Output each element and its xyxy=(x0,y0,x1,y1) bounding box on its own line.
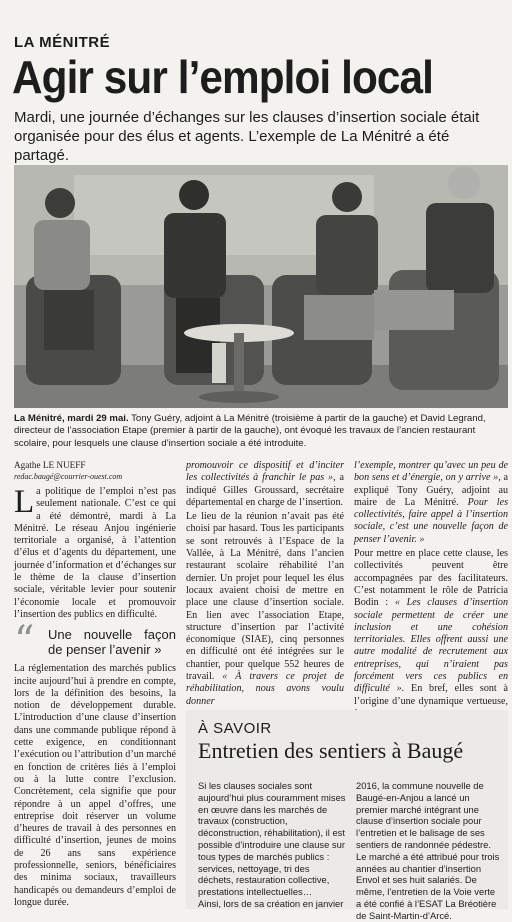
photo-illustration xyxy=(14,165,508,408)
caption-text: Tony Guéry, adjoint à La Ménitré (troisième à partir de la gauche) et David Legrand, directeur de l’association Etape (premier à partir de la gauche), ont évoqué les travaux de l’ancien restaurant scolaire, pour lesquels une clause d’insertion sociale a été introduite. xyxy=(14,413,486,449)
quote-text: Pour les collectivités, faire appel à l’insertion sociale, c’est une nouvelle façon de penser l’avenir. » xyxy=(354,496,508,545)
quote-text: « À travers ce projet de réhabilitation, nous avons voulu donner xyxy=(186,671,344,707)
article-column-2 xyxy=(186,460,344,710)
pull-quote xyxy=(14,618,176,665)
box-column-1: Si les clauses sociales sont aujourd’hui plus couramment mises en œuvre dans les marchés de travaux (construction, déconstruction, réhabilitation), il est possible d’introduire une clause sur tous types de marchés publics : services, nettoyage, tri des déchets, restauration collective, prestations intellectuelles… Ainsi, lors de sa création en janvier xyxy=(198,780,346,909)
quote-mark-icon: “ xyxy=(14,618,35,665)
body-paragraph: promouvoir ce dispositif et d’inciter les collectivités à franchir le pas », a indiqué Gilles Groussard, secrétaire départemental en charge de l’insertion. xyxy=(186,460,344,508)
box-label: À SAVOIR xyxy=(198,720,272,737)
quote-text: l’exemple, montrer qu’avec un peu de bon sens et d’énergie, on y arrive », xyxy=(354,460,508,484)
pull-quote-text: Une nouvelle façon de penser l’avenir » xyxy=(48,627,176,658)
box-column-2: 2016, la commune nouvelle de Baugé-en-Anjou a lancé un premier marché intégrant une clause d’insertion sociale pour l’entretien et le balisage de ses sentiers de randonnée pédestre. Le marché a été attribué pour trois années au chantier d’insertion Envol et ses huit salariés. De même, l’entretien de la Voie verte a été confié à l’ESAT La Bréotière de Saint-Martin-d’Arcé. xyxy=(356,780,500,921)
caption-lead: La Ménitré, mardi 29 mai. xyxy=(14,413,129,424)
photo-caption xyxy=(14,413,508,450)
article-photo xyxy=(14,165,508,408)
intro-paragraph: La politique de l’emploi n’est pas seulement nationale. C’est ce qui a été démontré, mardi à La Ménitré. Le réseau Anjou ingénierie territoriale a organisé, à l’attention d’élus et d’agents du département, une journée d’information et d’échanges sur le thème de la clause d’insertion sociale, véritable levier pour soutenir l’économie locale et promouvoir l’insertion des publics en difficulté. xyxy=(14,484,176,620)
section-rubric: LA MÉNITRÉ xyxy=(14,34,111,51)
quote-text: promouvoir ce dispositif et d’inciter les collectivités à franchir le pas », xyxy=(186,460,344,484)
body-paragraph: Le lieu de la réunion n’avait pas été choisi par hasard. Tous les participants se sont retrouvés à l’Espace de la Vallée, à La Ménitré, dans l’ancien restaurant scolaire réhabilité l’an dernier. Un projet pour lequel les élus locaux avaient choisi de mettre en place une clause d’insertion sociale. En lien avec l’association Etape, structure d’insertion par l’activité économique (SIAE), cinq personnes en difficulté ont été intégrées sur le chantier, pour quelque 552 heures de travail. « À travers ce projet de réhabilitation, nous avons voulu donner xyxy=(186,511,344,707)
box-title: Entretien des sentiers à Baugé xyxy=(198,738,464,763)
author-email: redac.baugé@courrier-ouest.com xyxy=(14,472,123,481)
body-paragraph: l’exemple, montrer qu’avec un peu de bon sens et d’énergie, on y arrive », a expliqué Tony Guéry, adjoint au maire de La Ménitré. Pour les collectivités, faire appel à l’insertion sociale, c’est une nouvelle façon de penser l’avenir. » xyxy=(354,460,508,545)
article-column-3 xyxy=(354,460,508,722)
article-standfirst: Mardi, une journée d’échanges sur les clauses d’insertion sociale était organisée pour des élus et agents. L’exemple de La Ménitré a été partagé. xyxy=(14,109,480,164)
article-column-1 xyxy=(14,486,176,911)
article-headline: Agir sur l’emploi local xyxy=(12,51,433,103)
byline xyxy=(14,460,174,482)
drop-cap: L xyxy=(14,484,35,520)
body-paragraph: La réglementation des marchés publics incite aujourd’hui à prendre en compte, lors de la définition des besoins, la notion de développement durable. L’introduction d’une clause d’insertion dans une commande publique répond à cette exigence, en conditionnant l’exécution ou l’attribution d’un marché en fonction de critères liés à l’emploi ou à la lutte contre l’exclusion. Concrètement, cela signifie que pour répondre à un appel d’offres, une entreprise doit réserver un volume d’heures de travail à des personnes en difficulté d’insertion, jeunes de moins de 26 ans sans expérience professionnelle, seniors, bénéficiaires des minima sociaux, travailleurs handicapés ou demandeurs d’emploi de longue durée. xyxy=(14,663,177,908)
sidebar-box xyxy=(186,710,508,921)
author-name: Agathe LE NUEFF xyxy=(14,460,86,470)
body-paragraph: Pour mettre en place cette clause, les collectivités peuvent être accompagnées par des facilitateurs. C’est notamment le rôle de Patricia Bodin : « Les clauses d’insertion sociale permettent de créer une inclusion et une cohésion territoriales. Elles offrent aussi une autre modalité de recrutement aux entreprises, qui n’iraient pas forcément vers ces publics en difficulté ». En bref, elles sont à l’origine d’une dynamique vertueuse, xyxy=(354,548,508,707)
quote-text: « Les clauses d’insertion sociale permettent de créer une inclusion et une cohésion territoriales. Elles offrent aussi une autre modalité de recrutement aux entreprises, qui n’iraient pas forcément vers ces publics en difficulté ». xyxy=(354,597,508,695)
